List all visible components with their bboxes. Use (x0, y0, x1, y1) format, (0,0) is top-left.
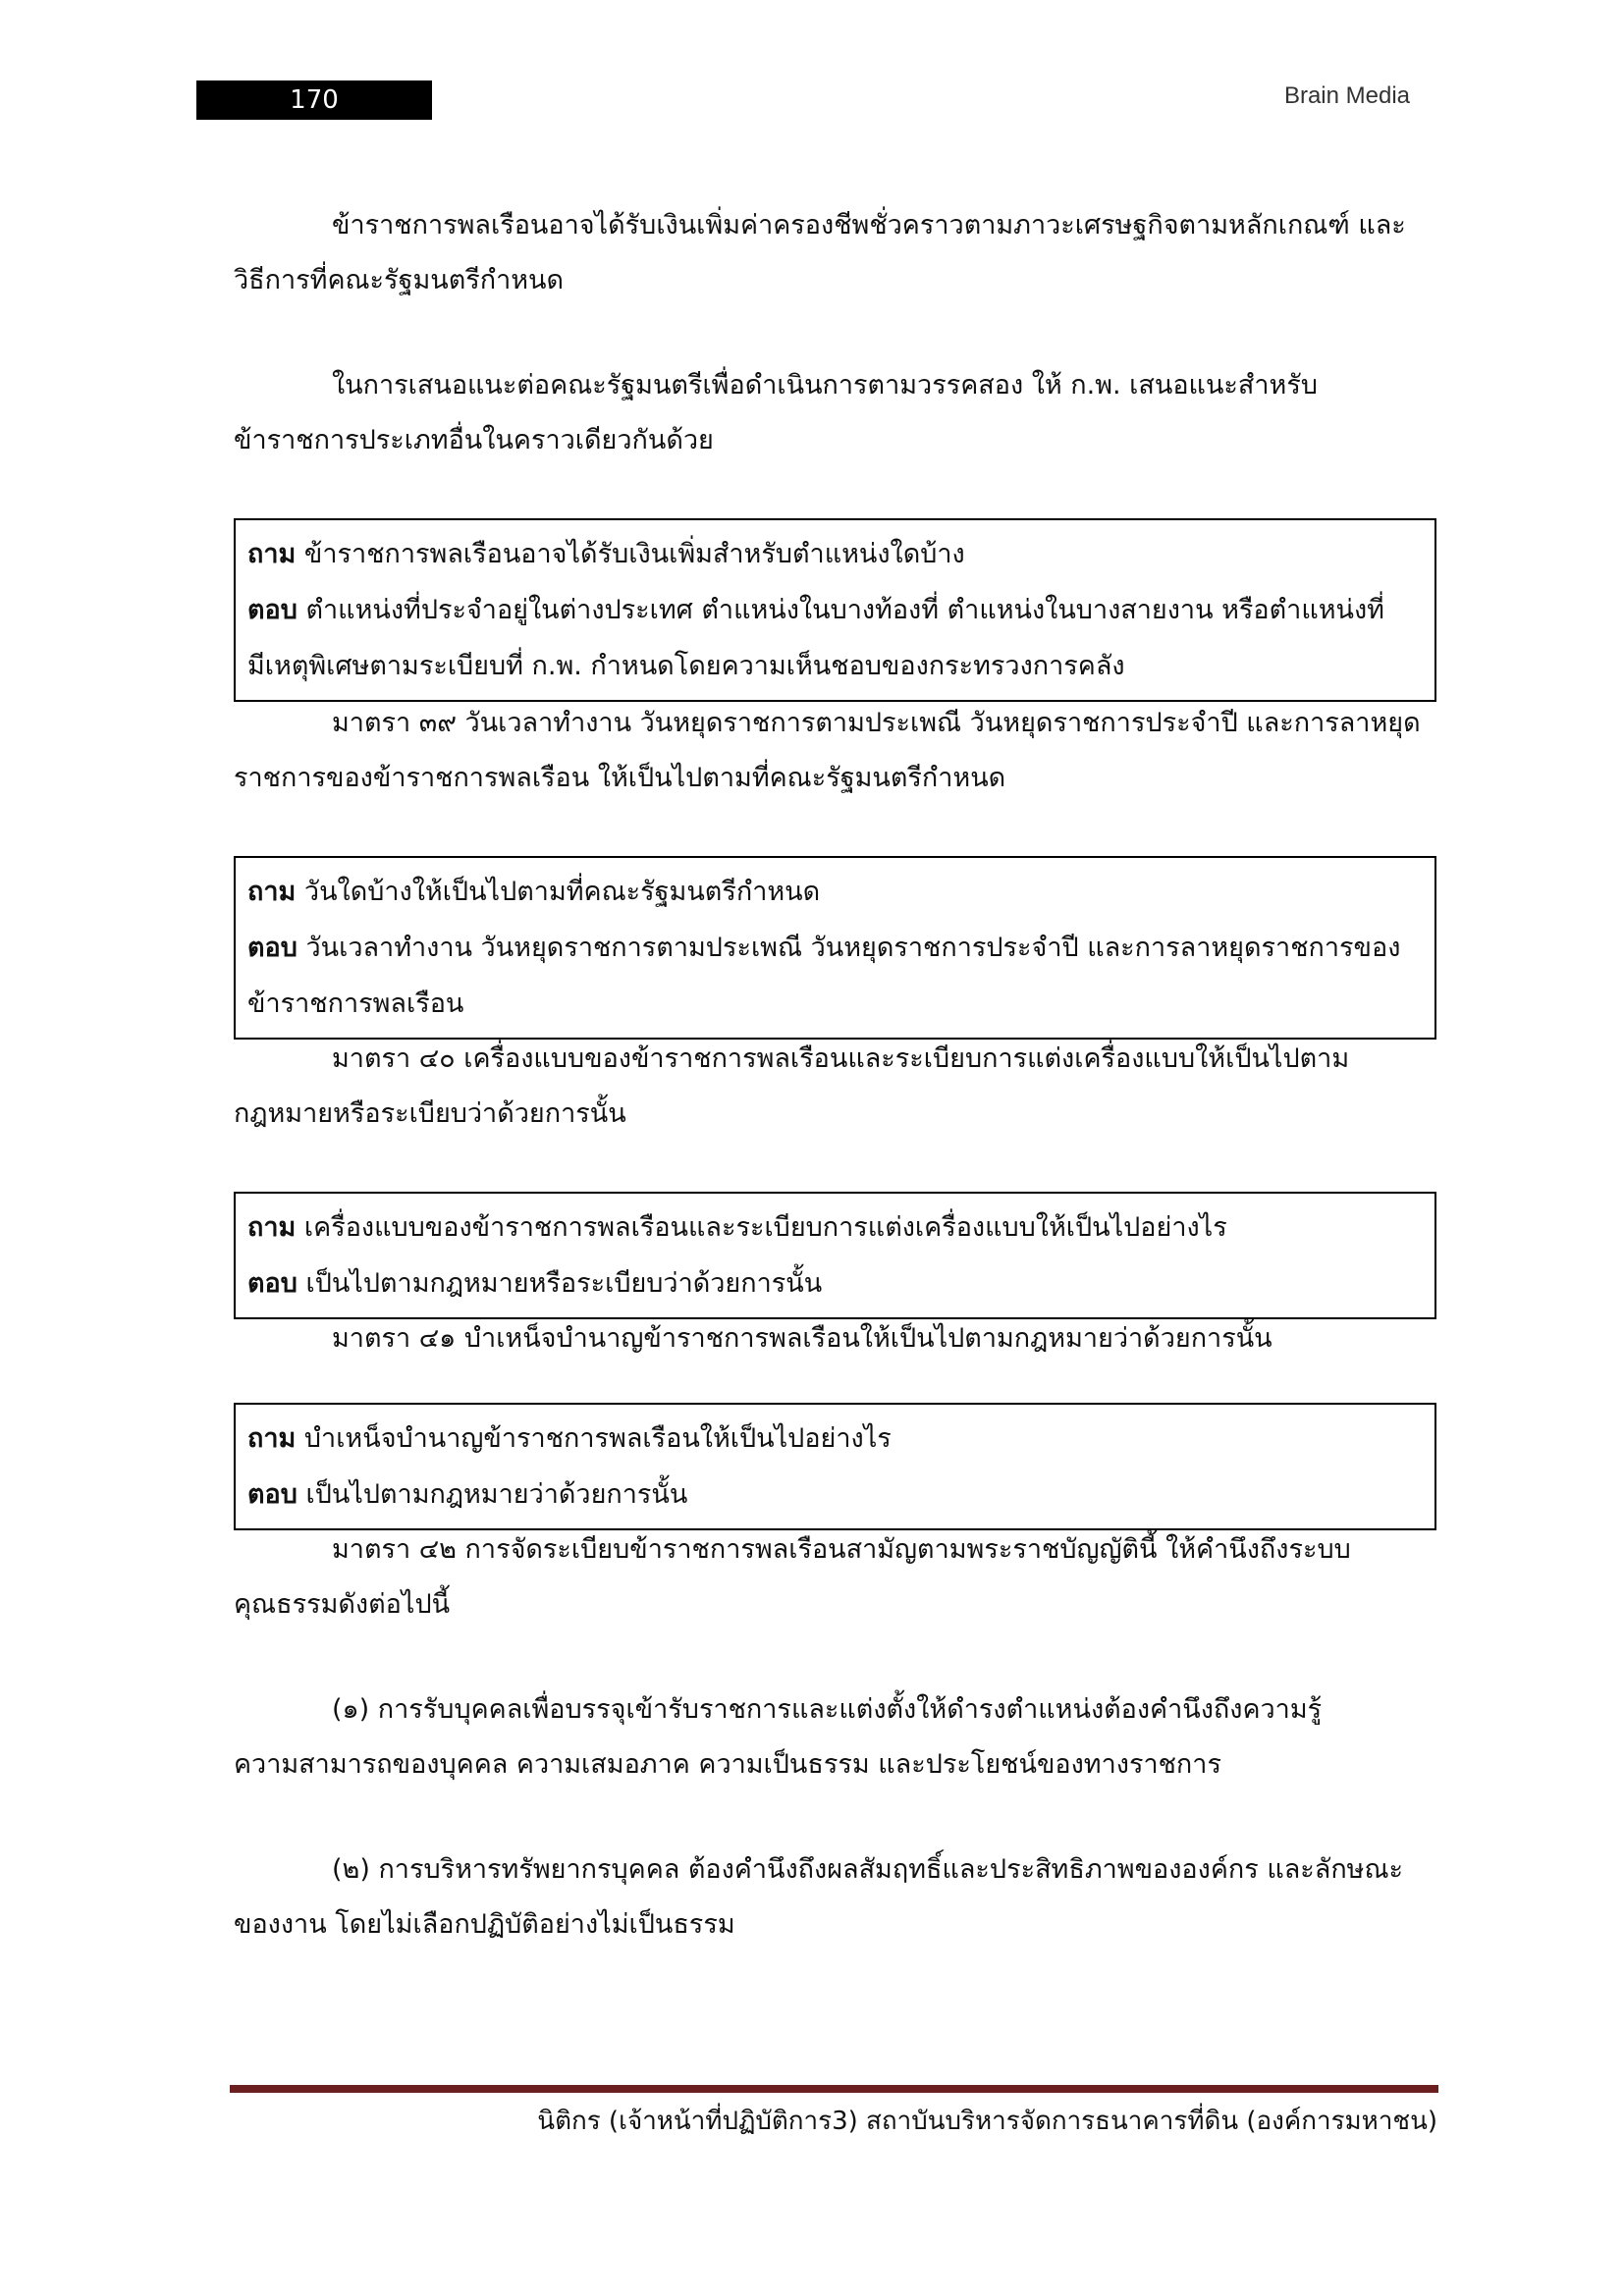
paragraph-section-40 (234, 1032, 1436, 1142)
question-label: ถาม (247, 1423, 297, 1454)
paragraph-line: ข้าราชการพลเรือนอาจได้รับเงินเพิ่มค่าครองชีพชั่วคราวตามภาวะเศรษฐกิจตามหลักเกณฑ์ และ (332, 210, 1406, 240)
paragraph-line: (๑) การรับบุคคลเพื่อบรรจุเข้ารับราชการและแต่งตั้งให้ดำรงตำแหน่งต้องคำนึงถึงความรู้ (332, 1694, 1323, 1725)
answer-line (247, 920, 1423, 976)
question-label: ถาม (247, 877, 297, 907)
question-line (247, 1200, 1423, 1255)
paragraph-line: มาตรา ๓๙ วันเวลาทำงาน วันหยุดราชการตามประเพณี วันหยุดราชการประจำปี และการลาหยุด (332, 708, 1421, 738)
paragraph-line: คุณธรรมดังต่อไปนี้ (234, 1589, 451, 1620)
paragraph-section-41 (234, 1311, 1436, 1366)
answer-line (247, 1255, 1423, 1311)
qa-box-position-allowance (234, 518, 1436, 702)
answer-label: ตอบ (247, 1479, 298, 1510)
paragraph-line: ข้าราชการประเภทอื่นในคราวเดียวกันด้วย (234, 425, 714, 455)
paragraph-allowance (234, 198, 1436, 308)
paragraph-line: ความสามารถของบุคคล ความเสมอภาค ความเป็นธรรม และประโยชน์ของทางราชการ (234, 1749, 1221, 1780)
qa-box-working-days (234, 856, 1436, 1040)
paragraph-line: มาตรา ๔๑ บำเหน็จบำนาญข้าราชการพลเรือนให้เป็นไปตามกฎหมายว่าด้วยการนั้น (332, 1323, 1272, 1354)
question-text: วันใดบ้างให้เป็นไปตามที่คณะรัฐมนตรีกำหนด (303, 877, 821, 907)
qa-box-uniform (234, 1192, 1436, 1319)
question-text: เครื่องแบบของข้าราชการพลเรือนและระเบียบการแต่งเครื่องแบบให้เป็นไปอย่างไร (303, 1212, 1227, 1243)
paragraph-recommendation (234, 358, 1436, 468)
answer-line: มีเหตุพิเศษตามระเบียบที่ ก.พ. กำหนดโดยความเห็นชอบของกระทรวงการคลัง (247, 651, 1125, 681)
header-brand: Brain Media (1283, 82, 1410, 109)
question-line (247, 1411, 1423, 1467)
footer-text: นิติกร (เจ้าหน้าที่ปฏิบัติการ3) สถาบันบริหารจัดการธนาคารที่ดิน (องค์การมหาชน) (537, 2107, 1437, 2136)
question-label: ถาม (247, 539, 297, 569)
paragraph-line: กฎหมายหรือระเบียบว่าด้วยการนั้น (234, 1098, 626, 1129)
paragraph-line: มาตรา ๔๐ เครื่องแบบของข้าราชการพลเรือนและระเบียบการแต่งเครื่องแบบให้เป็นไปตาม (332, 1043, 1350, 1074)
question-line (247, 864, 1423, 920)
question-text: บำเหน็จบำนาญข้าราชการพลเรือนให้เป็นไปอย่างไร (303, 1423, 892, 1454)
paragraph-line: วิธีการที่คณะรัฐมนตรีกำหนด (234, 265, 565, 295)
paragraph-item-2 (234, 1842, 1436, 1952)
footer-rule (230, 2085, 1438, 2093)
paragraph-line: มาตรา ๔๒ การจัดระเบียบข้าราชการพลเรือนสามัญตามพระราชบัญญัตินี้ ให้คำนึงถึงระบบ (332, 1534, 1351, 1565)
answer-label: ตอบ (247, 1268, 298, 1299)
paragraph-line: ของงาน โดยไม่เลือกปฏิบัติอย่างไม่เป็นธรรม (234, 1909, 735, 1940)
answer-text: เป็นไปตามกฎหมายว่าด้วยการนั้น (305, 1479, 688, 1510)
answer-text: ตำแหน่งที่ประจำอยู่ในต่างประเทศ ตำแหน่งในบางท้องที่ ตำแหน่งในบางสายงาน หรือตำแหน่งที่ (305, 595, 1384, 625)
answer-label: ตอบ (247, 595, 298, 625)
paragraph-section-42 (234, 1522, 1436, 1632)
question-label: ถาม (247, 1212, 297, 1243)
question-line (247, 526, 1423, 582)
answer-text: เป็นไปตามกฎหมายหรือระเบียบว่าด้วยการนั้น (305, 1268, 823, 1299)
question-text: ข้าราชการพลเรือนอาจได้รับเงินเพิ่มสำหรับตำแหน่งใดบ้าง (303, 539, 965, 569)
answer-line (247, 582, 1423, 638)
paragraph-line: (๒) การบริหารทรัพยากรบุคคล ต้องคำนึงถึงผลสัมฤทธิ์และประสิทธิภาพขององค์กร และลักษณะ (332, 1854, 1404, 1885)
qa-box-pension (234, 1403, 1436, 1530)
answer-label: ตอบ (247, 933, 298, 963)
paragraph-line: ในการเสนอแนะต่อคณะรัฐมนตรีเพื่อดำเนินการตามวรรคสอง ให้ ก.พ. เสนอแนะสำหรับ (332, 370, 1318, 400)
paragraph-item-1 (234, 1682, 1436, 1792)
paragraph-section-39 (234, 696, 1436, 806)
paragraph-line: ราชการของข้าราชการพลเรือน ให้เป็นไปตามที่คณะรัฐมนตรีกำหนด (234, 763, 1006, 793)
answer-line: ข้าราชการพลเรือน (247, 988, 464, 1019)
page-number: 170 (196, 80, 432, 120)
answer-line (247, 1467, 1423, 1522)
answer-text: วันเวลาทำงาน วันหยุดราชการตามประเพณี วันหยุดราชการประจำปี และการลาหยุดราชการของ (305, 933, 1401, 963)
